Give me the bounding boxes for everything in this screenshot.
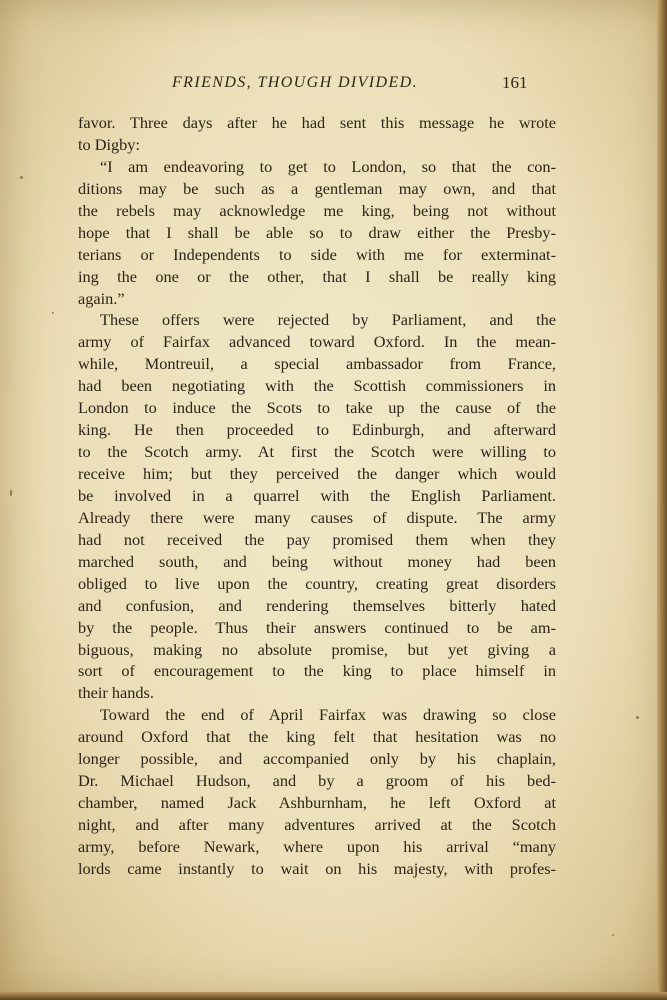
paper-speck <box>10 490 12 496</box>
text-line: Toward the end of April Fairfax was drawing so close <box>100 705 556 725</box>
text-line: night, and after many adventures arrived at the Scotch <box>78 815 556 834</box>
page-edge-bottom <box>0 992 667 1000</box>
text-line: ditions may be such as a gentleman may own, and that <box>78 178 556 198</box>
text-line: Already there were many causes of dispute. The army <box>78 507 556 527</box>
text-line: again.” <box>78 288 125 308</box>
text-line: These offers were rejected by Parliament, and the <box>100 310 556 330</box>
text-line: obliged to live upon the country, creating great disorders <box>78 573 556 593</box>
page-edge-right <box>657 0 667 1000</box>
text-line: to Digby: <box>78 134 140 154</box>
text-line: king. He then proceeded to Edinburgh, and afterward <box>78 420 556 440</box>
text-line: “I am endeavoring to get to London, so that the con- <box>100 156 556 176</box>
text-line: by the people. Thus their answers continued to be am- <box>78 617 556 637</box>
text-line: had been negotiating with the Scottish commissioners in <box>78 376 556 396</box>
text-line: lords came instantly to wait on his majesty, with profes- <box>78 858 556 878</box>
text-line: chamber, named Jack Ashburnham, he left Oxford at <box>78 793 556 813</box>
text-line: be involved in a quarrel with the English Parliament. <box>78 485 556 505</box>
text-line: biguous, making no absolute promise, but yet giving a <box>78 639 556 659</box>
text-line: the rebels may acknowledge me king, being not without <box>78 200 556 220</box>
paper-speck <box>20 176 23 179</box>
text-line: London to induce the Scots to take up the cause of the <box>78 398 556 418</box>
text-line: had not received the pay promised them when they <box>78 529 556 549</box>
paper-speck <box>612 934 614 936</box>
paper-speck <box>52 312 54 314</box>
text-line: and confusion, and rendering themselves bitterly hated <box>78 595 556 615</box>
text-line: hope that I shall be able so to draw either the Presby- <box>78 222 556 242</box>
text-line: army, before Newark, where upon his arrival “many <box>78 836 556 856</box>
text-line: terians or Independents to side with me for exterminat- <box>78 244 556 264</box>
text-line: sort of encouragement to the king to place himself in <box>78 661 556 681</box>
text-line: to the Scotch army. At first the Scotch were willing to <box>78 442 556 462</box>
text-line: army of Fairfax advanced toward Oxford. In the mean- <box>78 332 556 352</box>
text-line: while, Montreuil, a special ambassador from France, <box>78 354 556 374</box>
text-line: ing the one or the other, that I shall be really king <box>78 266 556 286</box>
text-line: their hands. <box>78 683 154 703</box>
text-line: favor. Three days after he had sent this message he wrote <box>78 113 556 132</box>
text-line: longer possible, and accompanied only by his chaplain, <box>78 749 556 769</box>
body-text <box>78 112 556 880</box>
text-line: receive him; but they perceived the danger which would <box>78 464 556 483</box>
text-line: Dr. Michael Hudson, and by a groom of his bed- <box>78 771 556 791</box>
text-line: marched south, and being without money had been <box>78 551 556 571</box>
paper-speck <box>636 716 639 719</box>
page-number: 161 <box>502 73 528 92</box>
text-line: around Oxford that the king felt that hesitation was no <box>78 727 556 747</box>
running-title: FRIENDS, THOUGH DIVIDED. <box>172 74 419 91</box>
